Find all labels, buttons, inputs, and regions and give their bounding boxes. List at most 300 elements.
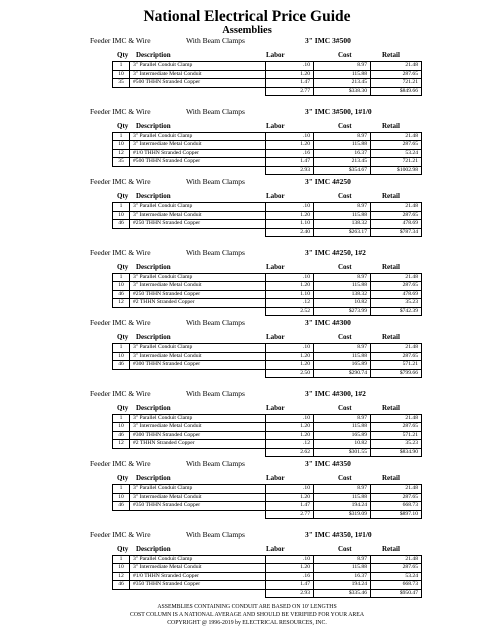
total-retail: $787.34 [371,228,422,237]
qty-cell: 1 [113,62,130,71]
description-cell: 3" Intermediate Metal Conduit [130,282,266,291]
total-cost: $273.99 [314,307,371,316]
section-category: Feeder IMC & Wire [90,177,151,186]
total-labor: 2.93 [266,589,314,598]
column-header-retail: Retail [382,192,400,200]
total-row [113,369,422,378]
section-category: Feeder IMC & Wire [90,388,151,398]
section-category: Feeder IMC & Wire [90,36,151,45]
table-row [113,485,422,494]
labor-cell: 1.20 [266,423,314,432]
description-cell: 3" Intermediate Metal Conduit [130,141,266,150]
description-cell: #500 THHN Stranded Copper [130,158,266,167]
items-table [112,61,422,96]
total-cost: $301.55 [314,448,371,457]
section-assembly-name: 3" IMC 3#500 [305,36,351,45]
table-row [113,502,422,511]
cost-cell: 115.88 [314,493,371,502]
total-retail: $742.39 [371,307,422,316]
column-header-description: Description [136,544,171,553]
qty-cell: 35 [113,158,130,167]
labor-cell: 1.20 [266,282,314,291]
retail-cell: 287.65 [371,211,422,220]
description-cell: #2 THHN Stranded Copper [130,299,266,308]
section-clamp-type: With Beam Clamps [186,106,245,116]
labor-cell: 1.20 [266,361,314,370]
qty-cell: 12 [113,299,130,308]
description-cell: 3" Parallel Conduit Clamp [130,344,266,353]
description-cell: 3" Intermediate Metal Conduit [130,211,266,220]
retail-cell: 287.65 [371,141,422,150]
description-cell: #250 THHN Stranded Copper [130,220,266,229]
labor-cell: 1.20 [266,493,314,502]
empty-cell [130,510,266,519]
labor-cell: 1.20 [266,352,314,361]
column-headers [0,474,494,484]
total-retail: $1002.98 [371,166,422,175]
total-retail: $799.66 [371,369,422,378]
column-header-description: Description [136,333,171,341]
retail-cell: 721.21 [371,158,422,167]
cost-cell: 138.32 [314,220,371,229]
table-row [113,158,422,167]
column-header-qty: Qty [117,121,129,130]
table-row [113,220,422,229]
total-row [113,589,422,598]
labor-cell: 1.47 [266,502,314,511]
table-row [113,299,422,308]
retail-cell: 21.48 [371,414,422,423]
labor-cell: 1.20 [266,70,314,79]
retail-cell: 478.69 [371,220,422,229]
cost-cell: 8.97 [314,485,371,494]
section-category: Feeder IMC & Wire [90,247,151,257]
empty-cell [113,369,130,378]
assembly-section [0,107,494,178]
section-assembly-name: 3" IMC 3#500, 1#1/0 [305,106,372,116]
qty-cell: 46 [113,361,130,370]
empty-cell [113,228,130,237]
column-header-description: Description [136,403,171,412]
table-row [113,344,422,353]
qty-cell: 12 [113,149,130,158]
empty-cell [130,448,266,457]
section-category: Feeder IMC & Wire [90,529,151,539]
section-clamp-type: With Beam Clamps [186,36,245,45]
qty-cell: 1 [113,485,130,494]
section-category: Feeder IMC & Wire [90,106,151,116]
cost-cell: 115.88 [314,352,371,361]
section-header [0,36,494,47]
labor-cell: .16 [266,572,314,581]
total-retail: $834.90 [371,448,422,457]
column-header-labor: Labor [266,192,285,200]
column-header-qty: Qty [117,474,129,482]
cost-cell: 8.97 [314,414,371,423]
qty-cell: 10 [113,423,130,432]
cost-cell: 115.88 [314,141,371,150]
retail-cell: 35.23 [371,299,422,308]
qty-cell: 10 [113,141,130,150]
labor-cell: 1.47 [266,79,314,88]
total-row [113,87,422,96]
qty-cell: 1 [113,273,130,282]
qty-cell: 10 [113,352,130,361]
page-title: National Electrical Price Guide [143,8,351,25]
page-subtitle: Assemblies [222,25,272,36]
labor-cell: 1.47 [266,158,314,167]
retail-cell: 571.21 [371,361,422,370]
column-header-description: Description [136,262,171,271]
assembly-section [0,248,494,319]
items-table [112,555,422,599]
table-row [113,555,422,564]
empty-cell [113,448,130,457]
retail-cell: 287.65 [371,282,422,291]
assembly-section [0,318,494,389]
column-headers [0,263,494,273]
cost-cell: 10.82 [314,440,371,449]
table-row [113,203,422,212]
table-row [113,352,422,361]
description-cell: 3" Parallel Conduit Clamp [130,132,266,141]
empty-cell [130,589,266,598]
section-header [0,177,494,188]
qty-cell: 12 [113,440,130,449]
column-header-labor: Labor [266,544,285,553]
qty-cell: 1 [113,203,130,212]
qty-cell: 1 [113,344,130,353]
labor-cell: .16 [266,149,314,158]
table-row [113,581,422,590]
empty-cell [130,369,266,378]
description-cell: #1/0 THHN Stranded Copper [130,149,266,158]
column-header-description: Description [136,121,171,130]
retail-cell: 287.65 [371,70,422,79]
cost-cell: 10.82 [314,299,371,308]
items-table [112,414,422,458]
qty-cell: 46 [113,220,130,229]
total-row [113,510,422,519]
section-header [0,459,494,470]
description-cell: 3" Intermediate Metal Conduit [130,352,266,361]
retail-cell: 35.23 [371,440,422,449]
assembly-list [0,36,494,600]
total-labor: 2.62 [266,448,314,457]
section-clamp-type: With Beam Clamps [186,177,245,186]
column-header-description: Description [136,192,171,200]
cost-cell: 115.88 [314,423,371,432]
empty-cell [130,228,266,237]
empty-cell [113,166,130,175]
description-cell: 3" Parallel Conduit Clamp [130,414,266,423]
empty-cell [130,87,266,96]
retail-cell: 668.73 [371,581,422,590]
retail-cell: 287.65 [371,352,422,361]
description-cell: 3" Parallel Conduit Clamp [130,485,266,494]
retail-cell: 21.48 [371,132,422,141]
qty-cell: 1 [113,414,130,423]
cost-cell: 213.45 [314,158,371,167]
table-row [113,211,422,220]
description-cell: #300 THHN Stranded Copper [130,431,266,440]
labor-cell: .10 [266,273,314,282]
column-header-retail: Retail [382,51,400,59]
column-headers [0,545,494,555]
cost-cell: 115.88 [314,282,371,291]
description-cell: #350 THHN Stranded Copper [130,581,266,590]
description-cell: 3" Parallel Conduit Clamp [130,62,266,71]
table-row [113,141,422,150]
empty-cell [113,589,130,598]
cost-cell: 8.97 [314,555,371,564]
retail-cell: 21.48 [371,555,422,564]
table-row [113,79,422,88]
column-header-cost: Cost [338,121,352,130]
cost-cell: 115.88 [314,564,371,573]
cost-cell: 8.97 [314,344,371,353]
total-retail: $950.47 [371,589,422,598]
retail-cell: 721.21 [371,79,422,88]
column-headers [0,122,494,132]
assembly-section [0,530,494,601]
description-cell: 3" Parallel Conduit Clamp [130,203,266,212]
description-cell: 3" Parallel Conduit Clamp [130,555,266,564]
section-header [0,389,494,400]
cost-cell: 8.97 [314,273,371,282]
total-retail: $897.10 [371,510,422,519]
column-header-cost: Cost [338,333,352,341]
qty-cell: 10 [113,282,130,291]
table-row [113,493,422,502]
total-retail: $849.66 [371,87,422,96]
column-header-retail: Retail [382,262,400,271]
retail-cell: 21.48 [371,344,422,353]
total-labor: 2.52 [266,307,314,316]
cost-cell: 165.89 [314,431,371,440]
description-cell: #500 THHN Stranded Copper [130,79,266,88]
qty-cell: 35 [113,79,130,88]
total-cost: $338.30 [314,87,371,96]
column-header-cost: Cost [338,262,352,271]
labor-cell: 1.20 [266,141,314,150]
total-cost: $354.67 [314,166,371,175]
labor-cell: 1.10 [266,290,314,299]
labor-cell: 1.20 [266,211,314,220]
column-header-cost: Cost [338,403,352,412]
labor-cell: 1.10 [266,220,314,229]
total-labor: 2.77 [266,87,314,96]
column-headers [0,333,494,343]
retail-cell: 668.73 [371,502,422,511]
retail-cell: 478.69 [371,290,422,299]
cost-cell: 165.89 [314,361,371,370]
cost-cell: 8.97 [314,132,371,141]
labor-cell: .10 [266,344,314,353]
column-headers [0,404,494,414]
column-headers [0,51,494,61]
column-header-retail: Retail [382,474,400,482]
description-cell: #2 THHN Stranded Copper [130,440,266,449]
retail-cell: 571.21 [371,431,422,440]
labor-cell: .12 [266,440,314,449]
column-header-qty: Qty [117,333,129,341]
table-row [113,70,422,79]
section-assembly-name: 3" IMC 4#300 [305,318,351,327]
column-header-labor: Labor [266,474,285,482]
total-row [113,448,422,457]
total-row [113,228,422,237]
column-header-qty: Qty [117,192,129,200]
description-cell: 3" Intermediate Metal Conduit [130,564,266,573]
table-row [113,431,422,440]
column-header-retail: Retail [382,121,400,130]
empty-cell [113,307,130,316]
items-table [112,202,422,237]
labor-cell: .10 [266,414,314,423]
column-header-qty: Qty [117,51,129,59]
cost-cell: 115.88 [314,70,371,79]
assembly-section [0,389,494,460]
cost-cell: 16.37 [314,149,371,158]
retail-cell: 287.65 [371,564,422,573]
section-assembly-name: 3" IMC 4#250, 1#2 [305,247,366,257]
total-cost: $263.17 [314,228,371,237]
cost-cell: 194.24 [314,581,371,590]
empty-cell [113,510,130,519]
column-header-labor: Labor [266,51,285,59]
table-row [113,62,422,71]
retail-cell: 287.65 [371,493,422,502]
description-cell: 3" Parallel Conduit Clamp [130,273,266,282]
table-row [113,564,422,573]
items-table [112,132,422,176]
total-labor: 2.40 [266,228,314,237]
qty-cell: 12 [113,572,130,581]
description-cell: #1/0 THHN Stranded Copper [130,572,266,581]
column-header-retail: Retail [382,544,400,553]
total-row [113,307,422,316]
retail-cell: 21.48 [371,485,422,494]
section-clamp-type: With Beam Clamps [186,459,245,468]
section-assembly-name: 3" IMC 4#300, 1#2 [305,388,366,398]
cost-cell: 16.37 [314,572,371,581]
labor-cell: .10 [266,555,314,564]
retail-cell: 287.65 [371,423,422,432]
cost-cell: 8.97 [314,203,371,212]
column-header-labor: Labor [266,333,285,341]
description-cell: #300 THHN Stranded Copper [130,361,266,370]
description-cell: 3" Intermediate Metal Conduit [130,70,266,79]
column-header-retail: Retail [382,333,400,341]
qty-cell: 46 [113,290,130,299]
qty-cell: 46 [113,502,130,511]
table-row [113,440,422,449]
cost-cell: 213.45 [314,79,371,88]
section-header [0,318,494,329]
items-table [112,273,422,317]
qty-cell: 10 [113,564,130,573]
column-header-description: Description [136,474,171,482]
qty-cell: 46 [113,581,130,590]
empty-cell [130,307,266,316]
section-header [0,107,494,118]
cost-cell: 138.32 [314,290,371,299]
labor-cell: 1.20 [266,431,314,440]
section-category: Feeder IMC & Wire [90,318,151,327]
section-header [0,530,494,541]
items-table [112,343,422,378]
section-clamp-type: With Beam Clamps [186,247,245,257]
column-header-labor: Labor [266,121,285,130]
column-header-labor: Labor [266,262,285,271]
table-row [113,423,422,432]
assembly-section [0,459,494,530]
column-header-qty: Qty [117,262,129,271]
description-cell: 3" Intermediate Metal Conduit [130,423,266,432]
section-header [0,248,494,259]
section-clamp-type: With Beam Clamps [186,529,245,539]
labor-cell: .10 [266,62,314,71]
total-labor: 2.50 [266,369,314,378]
total-cost: $290.74 [314,369,371,378]
cost-cell: 8.97 [314,62,371,71]
labor-cell: .10 [266,203,314,212]
assembly-section [0,36,494,107]
section-assembly-name: 3" IMC 4#350, 1#1/0 [305,529,372,539]
section-clamp-type: With Beam Clamps [186,318,245,327]
total-labor: 2.93 [266,166,314,175]
column-header-retail: Retail [382,403,400,412]
section-assembly-name: 3" IMC 4#350 [305,459,351,468]
column-header-qty: Qty [117,403,129,412]
assembly-section [0,177,494,248]
description-cell: #350 THHN Stranded Copper [130,502,266,511]
cost-cell: 115.88 [314,211,371,220]
section-clamp-type: With Beam Clamps [186,388,245,398]
cost-cell: 194.24 [314,502,371,511]
footer-line-2: COST COLUMN IS A NATIONAL AVERAGE AND SHOULD BE VERIFIED FOR YOUR AREA [129,612,365,618]
footer-line-1: ASSEMBLIES CONTAINING CONDUIT ARE BASED ON 10' LENGTHS [157,604,337,610]
empty-cell [130,166,266,175]
section-assembly-name: 3" IMC 4#250 [305,177,351,186]
column-header-cost: Cost [338,544,352,553]
column-header-cost: Cost [338,192,352,200]
section-category: Feeder IMC & Wire [90,459,151,468]
empty-cell [113,87,130,96]
retail-cell: 53.24 [371,149,422,158]
labor-cell: .12 [266,299,314,308]
description-cell: #250 THHN Stranded Copper [130,290,266,299]
description-cell: 3" Intermediate Metal Conduit [130,493,266,502]
table-row [113,282,422,291]
column-header-description: Description [136,51,171,59]
retail-cell: 21.48 [371,273,422,282]
table-row [113,414,422,423]
column-headers [0,192,494,202]
qty-cell: 10 [113,70,130,79]
total-cost: $319.09 [314,510,371,519]
retail-cell: 21.48 [371,62,422,71]
footer-copyright: COPYRIGHT @ 1996-2019 by ELECTRICAL RESOURCES, INC. [167,620,327,626]
column-header-cost: Cost [338,51,352,59]
labor-cell: 1.20 [266,564,314,573]
table-row [113,572,422,581]
labor-cell: 1.47 [266,581,314,590]
table-row [113,290,422,299]
qty-cell: 10 [113,493,130,502]
qty-cell: 1 [113,132,130,141]
